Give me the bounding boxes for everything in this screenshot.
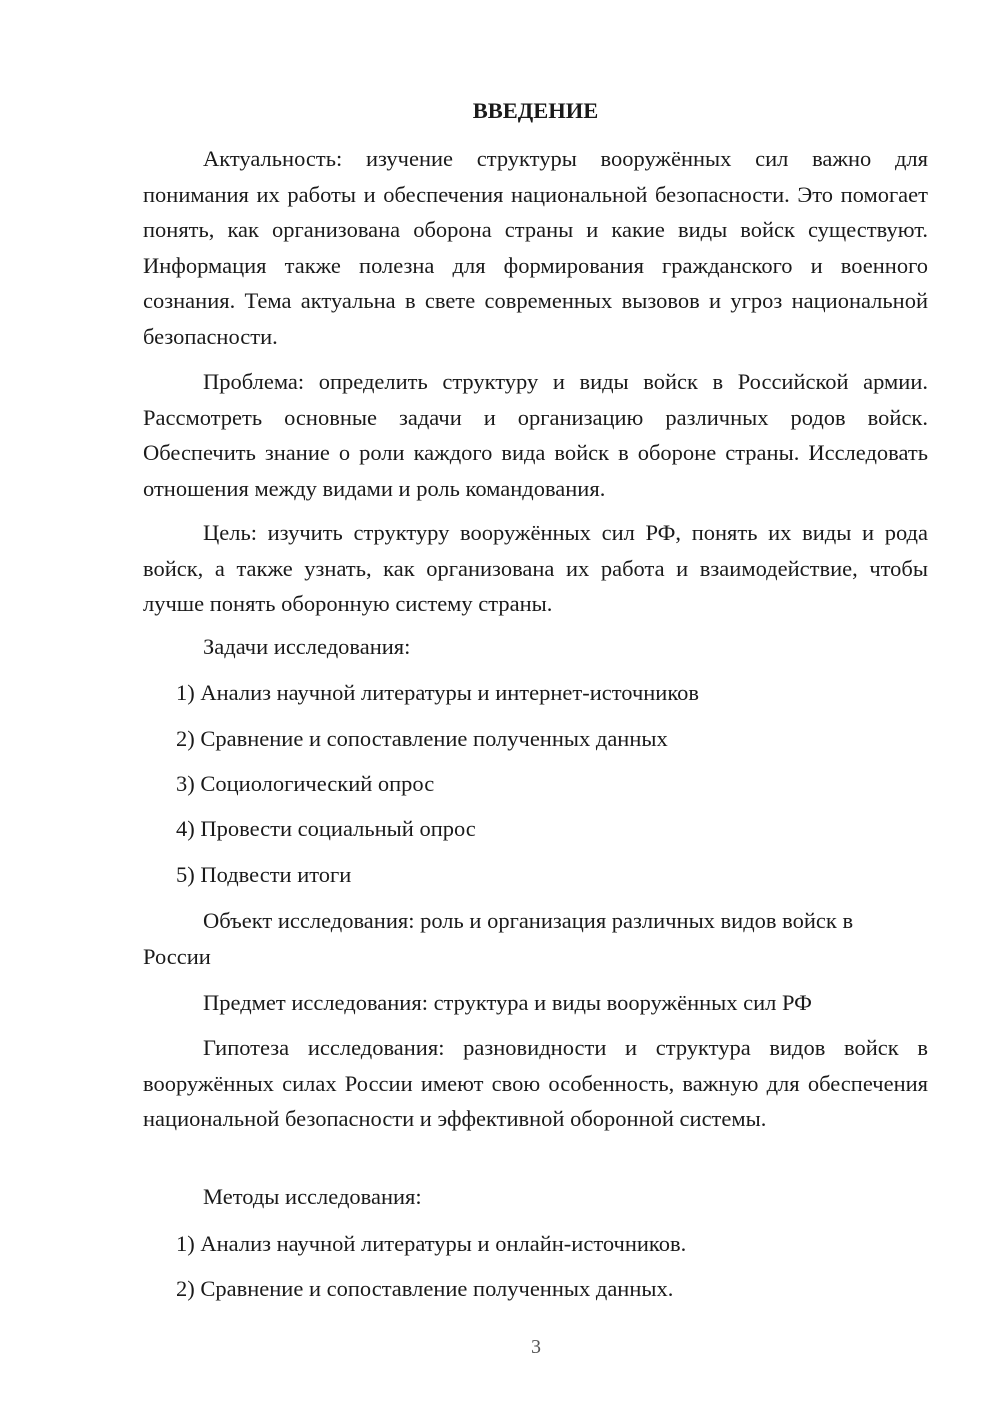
subject-paragraph: Предмет исследования: структура и виды вооружённых сил РФ <box>203 990 812 1015</box>
relevance-paragraph: Актуальность: изучение структуры вооружённых сил важно для понимания их работы и обеспечения национальной безопасности. Это помогает понять, как организована оборона страны и какие виды войск существуют. Информация также полезна для формирования гражданского и военного сознания. Тема актуальна в свете современных вызовов и угроз национальной безопасности. <box>143 146 928 349</box>
page-number: 3 <box>531 1336 541 1358</box>
object-paragraph-line1: Объект исследования: роль и организация различных видов войск в <box>203 908 854 933</box>
method-item-2: 2) Сравнение и сопоставление полученных данных. <box>176 1276 674 1301</box>
task-item-4: 4) Провести социальный опрос <box>176 816 476 841</box>
methods-title: Методы исследования: <box>203 1184 422 1209</box>
task-item-2: 2) Сравнение и сопоставление полученных данных <box>176 726 668 751</box>
goal-paragraph: Цель: изучить структуру вооружённых сил РФ, понять их виды и рода войск, а также узнать, как организована их работа и взаимодействие, чтобы лучше понять оборонную систему страны. <box>143 520 928 616</box>
task-item-1: 1) Анализ научной литературы и интернет-источников <box>176 680 700 705</box>
section-heading: ВВЕДЕНИЕ <box>472 98 599 123</box>
object-paragraph-line2: России <box>143 944 211 969</box>
hypothesis-paragraph: Гипотеза исследования: разновидности и структура видов войск в вооружённых силах России имеют свою особенность, важную для обеспечения национальной безопасности и эффективной оборонной системы. <box>143 1035 928 1131</box>
tasks-title: Задачи исследования: <box>203 634 411 659</box>
task-item-3: 3) Социологический опрос <box>176 771 435 796</box>
task-item-5: 5) Подвести итоги <box>176 862 352 887</box>
method-item-1: 1) Анализ научной литературы и онлайн-источников. <box>176 1231 687 1256</box>
problem-paragraph: Проблема: определить структуру и виды войск в Российской армии. Рассмотреть основные задачи и организацию различных родов войск. Обеспечить знание о роли каждого вида войск в обороне страны. Исследовать отношения между видами и роль командования. <box>143 369 928 501</box>
